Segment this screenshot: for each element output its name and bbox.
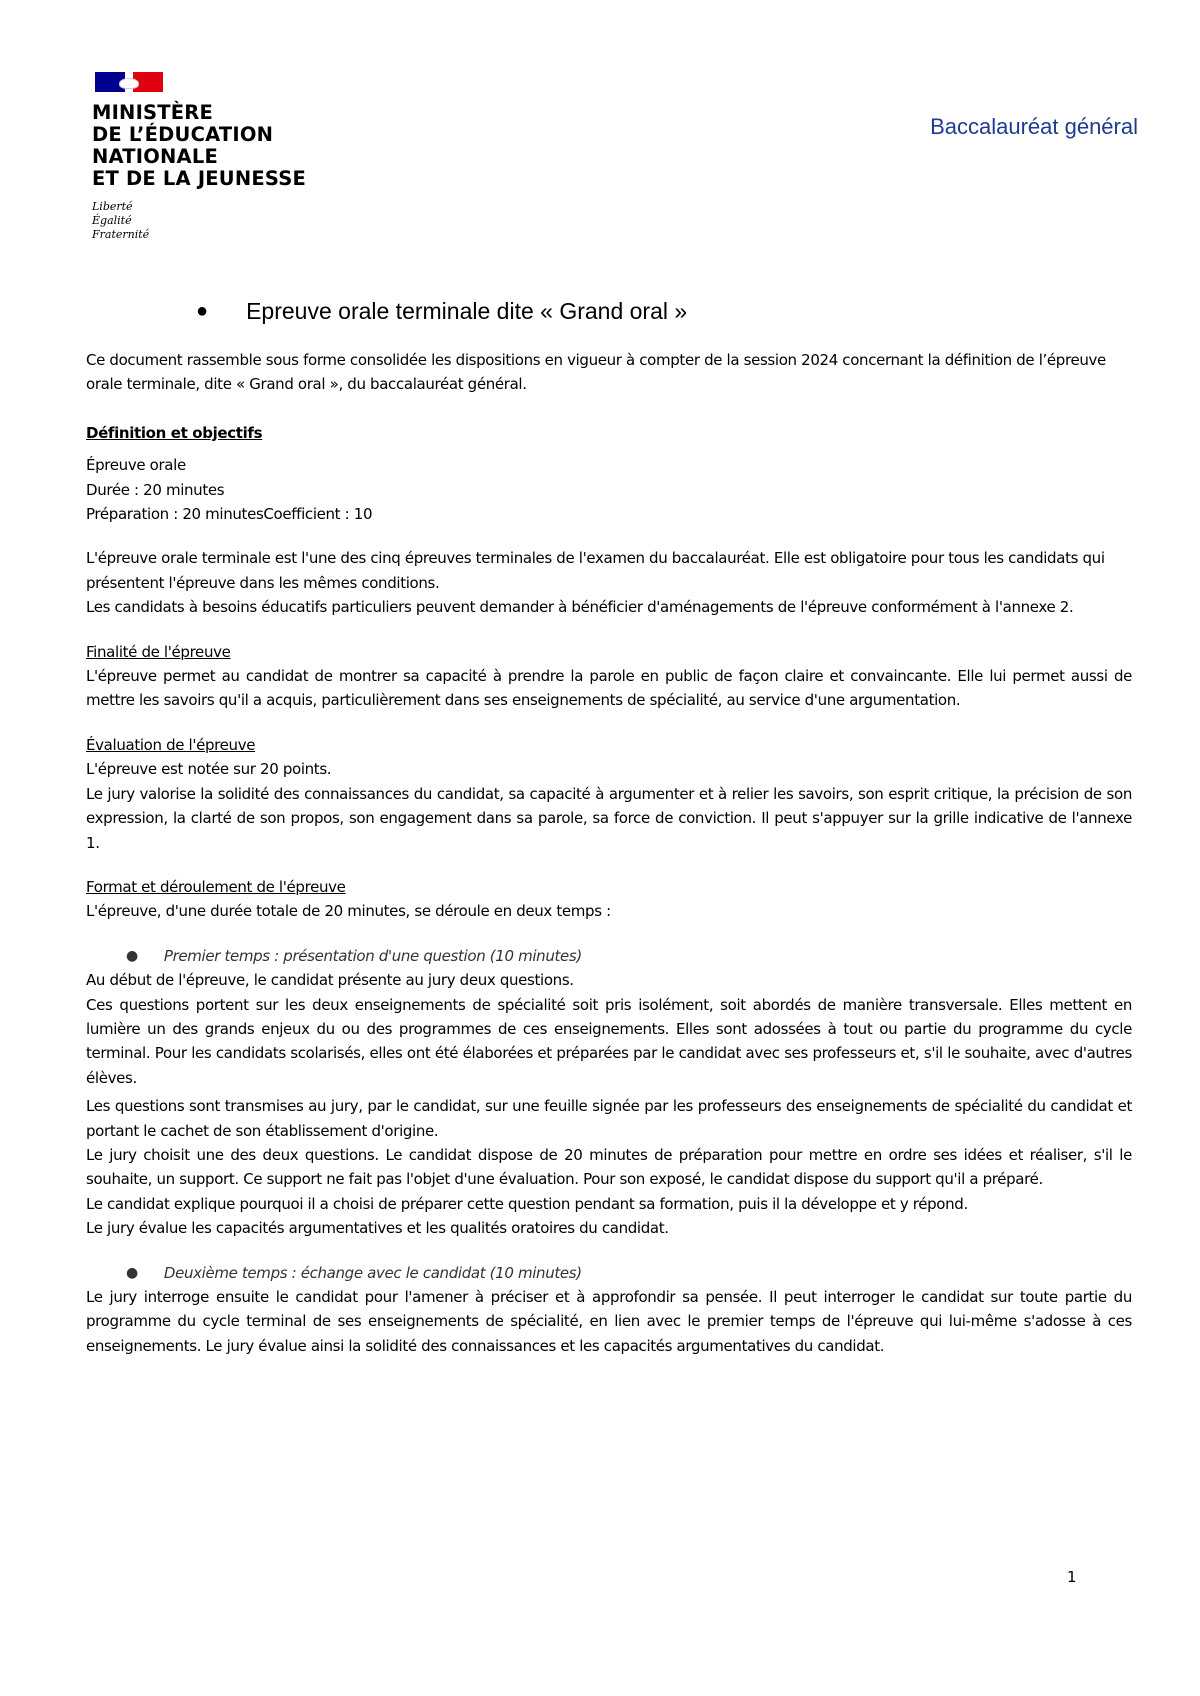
- ministry-line: MINISTÈRE: [92, 101, 214, 124]
- ministry-line: ET DE LA JEUNESSE: [92, 167, 306, 190]
- list-item-deuxieme-temps: [126, 1261, 1132, 1285]
- epreuve-preparation: Préparation : 20 minutesCoefficient : 10: [86, 505, 373, 524]
- format-paragraph: Les questions sont transmises au jury, par le candidat, sur une feuille signée par les professeurs des enseignements de spécialité du candidat et portant le cachet de son établissement d'origine.: [86, 1097, 1132, 1140]
- section-heading-format: Format et déroulement de l'épreuve: [86, 877, 346, 896]
- bullet-icon: ●: [196, 300, 209, 322]
- section-heading-finalite: Finalité de l'épreuve: [86, 642, 231, 661]
- format-paragraph: Le jury interroge ensuite le candidat pour l'amener à préciser et à approfondir sa pensée. Il peut interroger le candidat sur toute partie du programme du cycle terminal de ses enseignements de spécialité, en lien avec le premier temps de l'épreuve qui lui-même s'adosse à ces enseignements. Le jury évalue ainsi la solidité des connaissances et les capacités argumentatives du candidat.: [86, 1288, 1132, 1355]
- motto-line: Fraternité: [92, 228, 150, 241]
- evaluation-paragraph: L'épreuve est notée sur 20 points.: [86, 760, 332, 779]
- bullet-icon: ●: [126, 1264, 138, 1281]
- format-paragraph: Le candidat explique pourquoi il a choisi de préparer cette question pendant sa formation, puis il la développe et y répond.: [86, 1194, 968, 1213]
- finalite-paragraph: L'épreuve permet au candidat de montrer sa capacité à prendre la parole en public de façon claire et convaincante. Elle lui permet aussi de mettre les savoirs qu'il a acquis, particulièrement dans ses enseignements de spécialité, au service d'une argumentation.: [86, 667, 1132, 710]
- ministry-line: DE L’ÉDUCATION: [92, 123, 274, 146]
- format-paragraph: Au début de l'épreuve, le candidat présente au jury deux questions.: [86, 971, 574, 990]
- evaluation-paragraph: Le jury valorise la solidité des connaissances du candidat, sa capacité à argumenter et à relier les savoirs, son esprit critique, la précision de son expression, la clarté de son propos, son engagement dans sa parole, sa force de conviction. Il peut s'appuyer sur la grille indicative de l'annexe 1.: [86, 784, 1132, 852]
- definition-paragraph: Les candidats à besoins éducatifs particuliers peuvent demander à bénéficier d'aménagements de l'épreuve conformément à l'annexe 2.: [86, 598, 1074, 617]
- format-paragraph: Le jury choisit une des deux questions. Le candidat dispose de 20 minutes de préparation pour mettre en ordre ses idées et réaliser, s'il le souhaite, un support. Ce support ne fait pas l'objet d'une évaluation. Pour son exposé, le candidat dispose du support qu'il a préparé.: [86, 1145, 1132, 1189]
- ministry-name: [92, 102, 352, 190]
- list-item-label: Deuxième temps : échange avec le candidat (10 minutes): [163, 1263, 582, 1282]
- ministry-logo: [92, 72, 352, 242]
- list-item-label: Premier temps : présentation d'une question (10 minutes): [163, 946, 582, 965]
- list-item-premier-temps: [126, 944, 1132, 968]
- section-heading-evaluation: Évaluation de l'épreuve: [86, 735, 256, 754]
- motto-line: Égalité: [92, 214, 132, 227]
- section-heading-definition: Définition et objectifs: [86, 423, 263, 442]
- page-number: 1: [1067, 1568, 1077, 1586]
- bullet-icon: ●: [126, 947, 138, 964]
- epreuve-duree: Durée : 20 minutes: [86, 480, 225, 499]
- epreuve-type: Épreuve orale: [86, 456, 186, 475]
- intro-paragraph: Ce document rassemble sous forme consolidée les dispositions en vigueur à compter de la session 2024 concernant la définition de l’épreuve orale terminale, dite « Grand oral », du baccalauréat général.: [86, 351, 1106, 394]
- format-paragraph: Le jury évalue les capacités argumentatives et les qualités oratoires du candidat.: [86, 1219, 669, 1238]
- marianne-flag-icon: [95, 72, 163, 92]
- format-paragraph: Ces questions portent sur les deux enseignements de spécialité soit pris isolément, soit abordés de manière transversale. Elles mettent en lumière un des grands enjeux du ou des programmes de ces enseignements. Elles sont adossées à tout ou partie du programme du cycle terminal. Pour les candidats scolarisés, elles ont été élaborées et préparées par le candidat avec ses professeurs et, s'il le souhaite, avec d'autres élèves.: [86, 995, 1132, 1087]
- document-body: [86, 348, 1132, 1358]
- page-title: [196, 298, 687, 325]
- ministry-line: NATIONALE: [92, 145, 218, 168]
- title-text: Epreuve orale terminale dite « Grand oral »: [246, 298, 688, 324]
- definition-paragraph: L'épreuve orale terminale est l'une des cinq épreuves terminales de l'examen du baccalauréat. Elle est obligatoire pour tous les candidats qui présentent l'épreuve dans les mêmes conditions.: [86, 549, 1105, 592]
- format-intro: L'épreuve, d'une durée totale de 20 minutes, se déroule en deux temps :: [86, 902, 611, 921]
- motto-line: Liberté: [92, 200, 133, 213]
- republic-motto: [92, 200, 352, 242]
- document-type: Baccalauréat général: [930, 114, 1138, 139]
